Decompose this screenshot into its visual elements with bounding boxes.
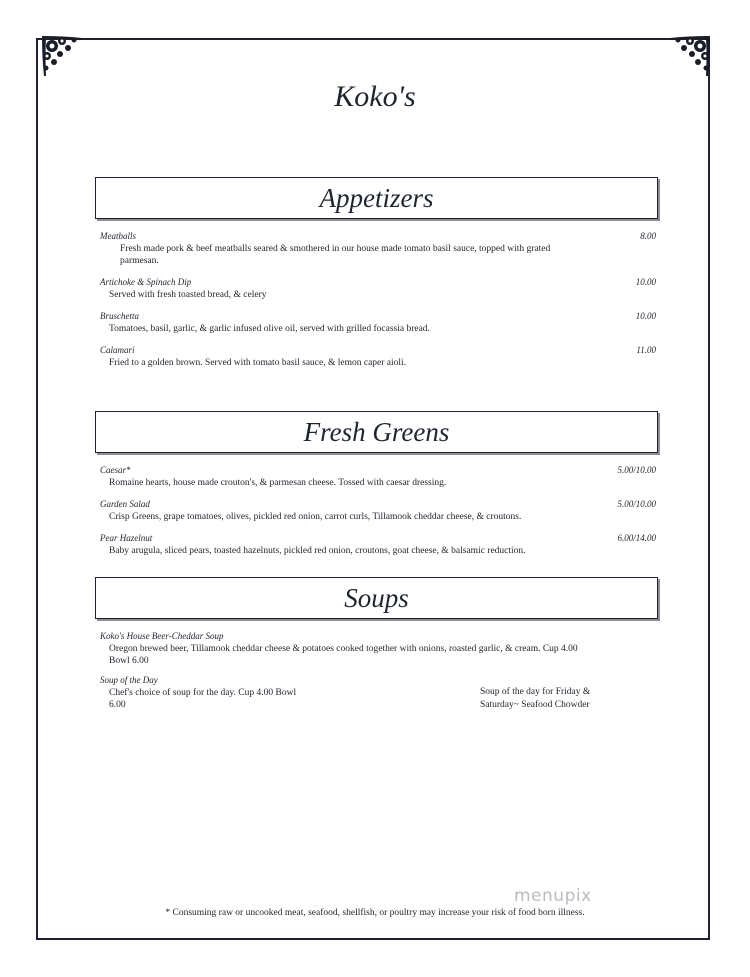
item-name: Koko's House Beer-Cheddar Soup: [100, 631, 224, 641]
appetizers-header: [95, 177, 658, 219]
item-price: 5.00/10.00: [617, 499, 656, 509]
item-name: Soup of the Day: [100, 675, 158, 685]
item-price: 10.00: [635, 277, 656, 287]
item-price: 5.00/10.00: [617, 465, 656, 475]
item-desc: Chef's choice of soup for the day. Cup 4.00 Bowl 6.00: [109, 687, 297, 710]
corner-ornament-right-icon: [662, 32, 714, 84]
restaurant-name: Koko's: [334, 80, 416, 113]
item-name: Caesar*: [100, 465, 131, 475]
item-name: Pear Hazelnut: [100, 533, 153, 543]
menu-item: [100, 230, 656, 268]
food-safety-footnote: * Consuming raw or uncooked meat, seafood, shellfish, or poultry may increase your risk of food born illness.: [165, 908, 585, 918]
menu-item: [100, 310, 656, 335]
menu-border-frame: [36, 38, 710, 940]
section-title: Soups: [344, 582, 409, 613]
item-price: 6.00/14.00: [617, 533, 656, 543]
menu-item: [100, 674, 656, 712]
menu-item: [100, 630, 656, 668]
item-desc: Oregon brewed beer, Tillamook cheddar cheese & potatoes cooked together with onions, roasted garlic, & cream. Cup 4.00 Bowl 6.00: [109, 643, 578, 666]
corner-ornament-left-icon: [38, 32, 90, 84]
item-desc: Romaine hearts, house made crouton's, & parmesan cheese. Tossed with caesar dressing.: [109, 477, 447, 488]
item-desc: Crisp Greens, grape tomatoes, olives, pickled red onion, carrot curls, Tillamook cheddar cheese, & croutons.: [109, 511, 522, 522]
menu-item: [100, 344, 656, 369]
item-desc: Fried to a golden brown. Served with tomato basil sauce, & lemon caper aioli.: [109, 357, 407, 368]
item-price: 10.00: [635, 311, 656, 321]
menu-item: [100, 498, 656, 523]
watermark: menupix: [514, 886, 592, 906]
section-title: Fresh Greens: [303, 416, 450, 447]
menu-item: [100, 464, 656, 489]
item-name: Artichoke & Spinach Dip: [100, 277, 192, 287]
item-desc: Served with fresh toasted bread, & celery: [109, 289, 267, 300]
section-title: Appetizers: [319, 182, 434, 213]
item-name: Meatballs: [100, 231, 136, 241]
item-desc: Tomatoes, basil, garlic, & garlic infused olive oil, served with grilled focassia bread.: [109, 323, 430, 334]
menu-item: [100, 276, 656, 301]
soups-header: [95, 577, 658, 619]
item-name: Bruschetta: [100, 311, 139, 321]
item-price: 11.00: [636, 345, 656, 355]
item-desc: Baby arugula, sliced pears, toasted hazelnuts, pickled red onion, croutons, goat cheese, & balsamic reduction.: [109, 545, 526, 556]
soup-special: Soup of the day for Friday & Saturday~ Seafood Chowder: [480, 687, 591, 710]
fresh-greens-header: [95, 411, 658, 453]
item-desc: Fresh made pork & beef meatballs seared & smothered in our house made tomato basil sauce, topped with grated parmesan.: [120, 243, 551, 266]
item-name: Calamari: [100, 345, 135, 355]
item-price: 8.00: [640, 231, 656, 241]
menu-item: [100, 532, 656, 557]
item-name: Garden Salad: [100, 499, 150, 509]
